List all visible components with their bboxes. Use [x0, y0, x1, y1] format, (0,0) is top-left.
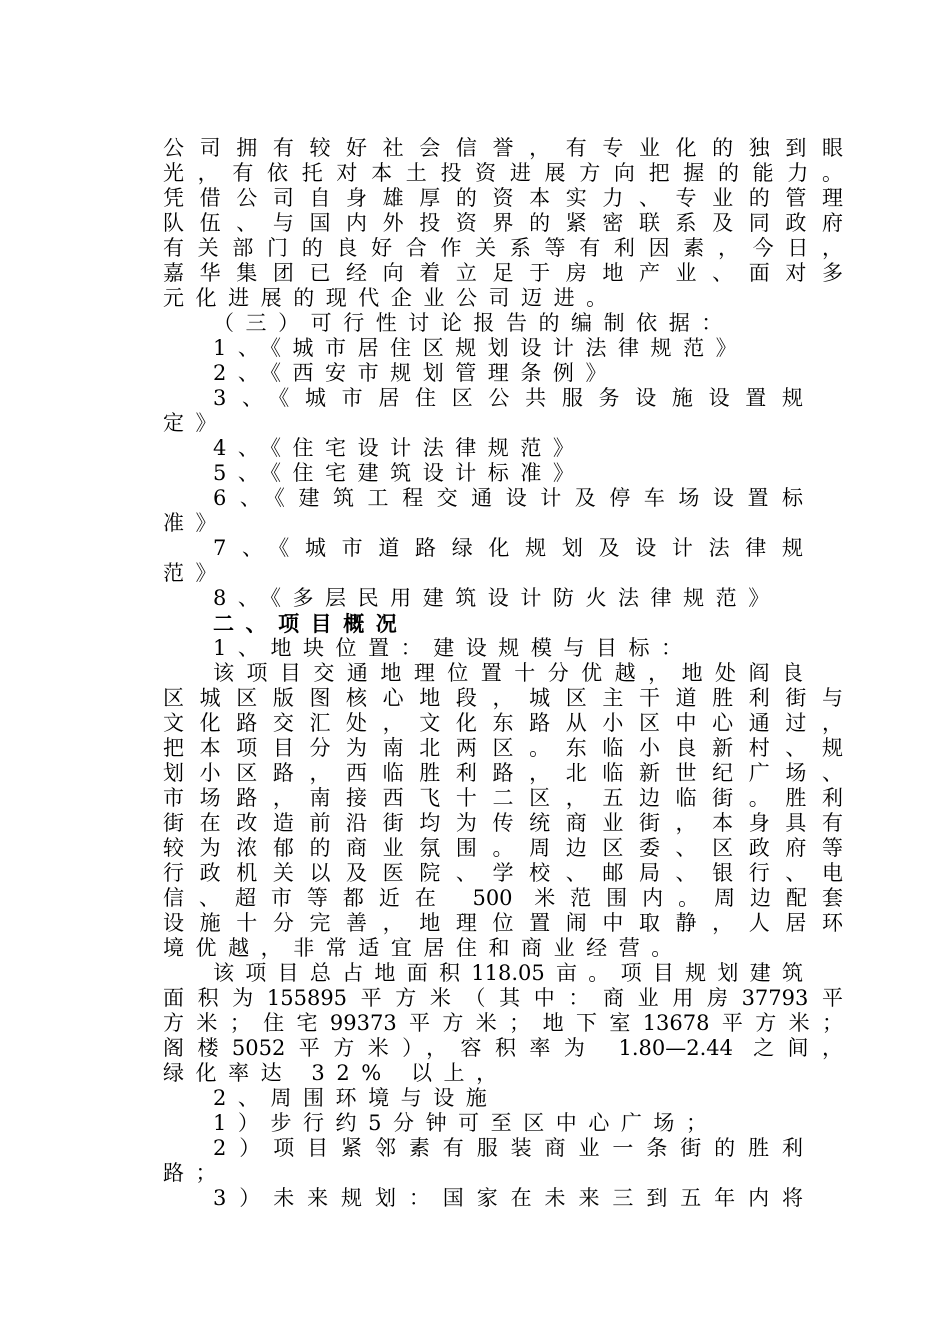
paragraph-line: 较为浓郁的商业氛围。周边区委、区政府等	[163, 836, 843, 860]
reference-item: 3、《城市居住区公共服务设施设置规	[213, 386, 803, 410]
paragraph-line: 绿化率达 32% 以上，	[163, 1061, 509, 1085]
list-item: 3）未来规划：国家在未来三到五年内将	[213, 1186, 803, 1210]
subsection-heading: 2、周围环境与设施	[213, 1086, 499, 1110]
paragraph-line: 把本项目分为南北两区。东临小良新村、规	[163, 736, 843, 760]
reference-item: 7、《城市道路绿化规划及设计法律规	[213, 536, 803, 560]
paragraph-line: 区城区版图核心地段，城区主干道胜利街与	[163, 686, 843, 710]
paragraph-line: 嘉华集团已经向着立足于房地产业、面对多	[163, 261, 843, 285]
paragraph-line: 公司拥有较好社会信誉，有专业化的独到眼	[163, 136, 843, 160]
reference-item: 4、《住宅设计法律规范》	[213, 436, 586, 460]
list-item: 2）项目紧邻素有服装商业一条街的胜利	[213, 1136, 803, 1160]
paragraph-line: 市场路，南接西飞十二区，五边临街。胜利	[163, 786, 843, 810]
reference-item: 5、《住宅建筑设计标准》	[213, 461, 586, 485]
reference-item: 1、《城市居住区规划设计法律规范》	[213, 336, 749, 360]
paragraph-line: 方米；住宅99373平方米；地下室13678平方米；	[163, 1011, 843, 1035]
reference-item-continued: 准》	[163, 511, 229, 535]
paragraph-line: 信、超市等都近在 500 米范围内。周边配套	[163, 886, 843, 910]
reference-item-continued: 定》	[163, 411, 229, 435]
reference-item: 6、《建筑工程交通设计及停车场设置标	[213, 486, 803, 510]
paragraph-line: 阁楼5052平方米），容积率为 1.80—2.44 之间，	[163, 1036, 843, 1060]
list-item-continued: 路；	[163, 1161, 229, 1185]
reference-item: 2、《西安市规划管理条例》	[213, 361, 619, 385]
paragraph-line: 光，有依托对本土投资进展方向把握的能力。	[163, 161, 843, 185]
paragraph-line: 面积为155895平方米（其中：商业用房37793平	[163, 986, 843, 1010]
paragraph-line: 设施十分完善，地理位置闹中取静，人居环	[163, 911, 843, 935]
paragraph-line: 该项目交通地理位置十分优越，地处阎良	[213, 661, 803, 685]
reference-item: 8、《多层民用建筑设计防火法律规范》	[213, 586, 781, 610]
subsection-heading: 1、地块位置：建设规模与目标：	[213, 636, 694, 660]
paragraph-line: 元化进展的现代企业公司迈进。	[163, 286, 619, 310]
paragraph-line: 文化路交汇处，文化东路从小区中心通过，	[163, 711, 843, 735]
paragraph-line: 街在改造前沿街均为传统商业街，本身具有	[163, 811, 843, 835]
chapter-heading: 二、项目概况	[213, 611, 409, 636]
paragraph-line: 凭借公司自身雄厚的资本实力、专业的管理	[163, 186, 843, 210]
paragraph-line: 有关部门的良好合作关系等有利因素，今日，	[163, 236, 843, 260]
section-heading: （三）可行性讨论报告的编制依据：	[213, 311, 734, 335]
paragraph-line: 该项目总占地面积118.05亩。项目规划建筑	[213, 961, 803, 985]
reference-item-continued: 范》	[163, 561, 229, 585]
paragraph-line: 划小区路，西临胜利路，北临新世纪广场、	[163, 761, 843, 785]
list-item: 1）步行约5分钟可至区中心广场；	[213, 1111, 719, 1135]
paragraph-line: 境优越，非常适宜居住和商业经营。	[163, 936, 684, 960]
paragraph-line: 行政机关以及医院、学校、邮局、银行、电	[163, 861, 843, 885]
paragraph-line: 队伍、与国内外投资界的紧密联系及同政府	[163, 211, 843, 235]
